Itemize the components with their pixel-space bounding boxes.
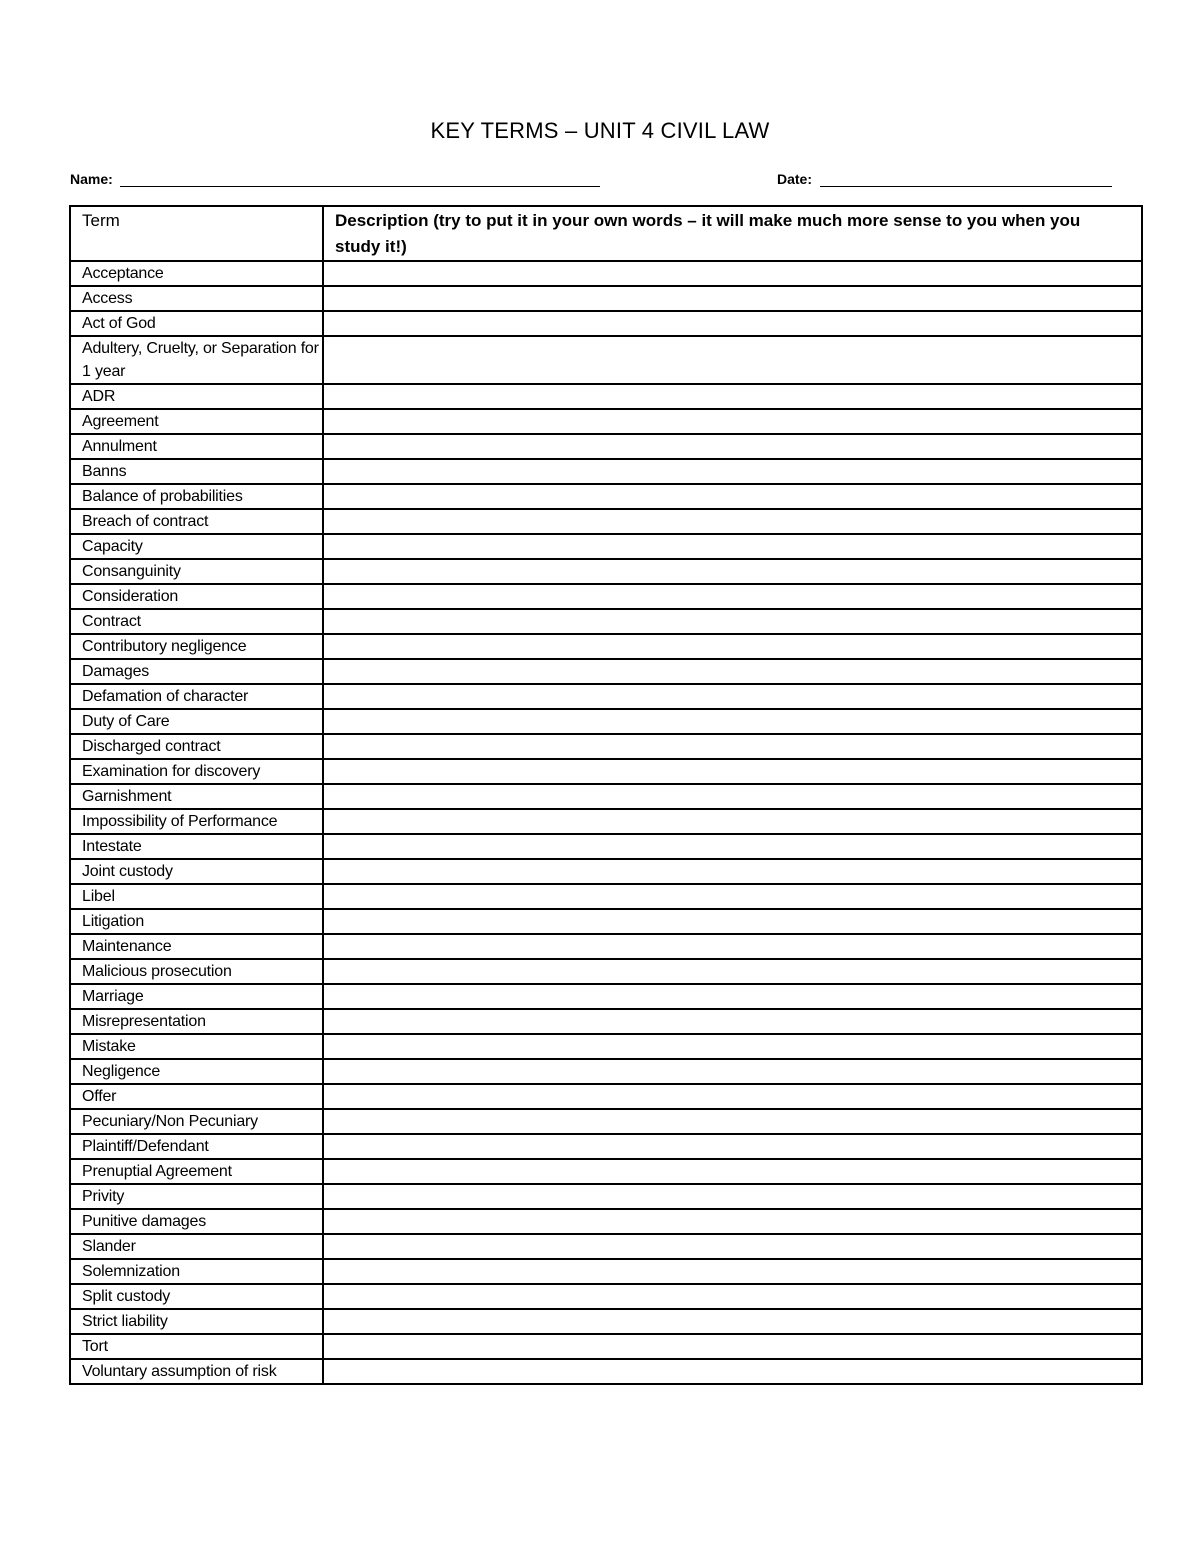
term-cell: Malicious prosecution <box>70 959 323 984</box>
table-row <box>70 1034 1142 1059</box>
table-row <box>70 1359 1142 1384</box>
table-row <box>70 1009 1142 1034</box>
term-cell: Act of God <box>70 311 323 336</box>
page-title: KEY TERMS – UNIT 4 CIVIL LAW <box>430 118 770 143</box>
description-cell[interactable] <box>323 884 1142 909</box>
term-cell: Balance of probabilities <box>70 484 323 509</box>
terms-table-body <box>70 261 1142 1384</box>
term-cell: Joint custody <box>70 859 323 884</box>
term-cell: Voluntary assumption of risk <box>70 1359 323 1384</box>
term-cell: ADR <box>70 384 323 409</box>
description-cell[interactable] <box>323 659 1142 684</box>
table-row <box>70 984 1142 1009</box>
term-cell: Litigation <box>70 909 323 934</box>
term-cell: Solemnization <box>70 1259 323 1284</box>
term-cell: Prenuptial Agreement <box>70 1159 323 1184</box>
table-row <box>70 1184 1142 1209</box>
table-header-row <box>70 206 1142 261</box>
description-cell[interactable] <box>323 459 1142 484</box>
term-cell: Offer <box>70 1084 323 1109</box>
term-cell: Contributory negligence <box>70 634 323 659</box>
table-row <box>70 859 1142 884</box>
term-cell: Acceptance <box>70 261 323 286</box>
term-cell: Privity <box>70 1184 323 1209</box>
description-cell[interactable] <box>323 484 1142 509</box>
table-row <box>70 809 1142 834</box>
term-cell: Libel <box>70 884 323 909</box>
description-cell[interactable] <box>323 634 1142 659</box>
term-cell: Intestate <box>70 834 323 859</box>
description-cell[interactable] <box>323 534 1142 559</box>
table-row <box>70 286 1142 311</box>
table-row <box>70 534 1142 559</box>
term-cell: Marriage <box>70 984 323 1009</box>
description-cell[interactable] <box>323 759 1142 784</box>
description-cell[interactable] <box>323 1109 1142 1134</box>
description-cell[interactable] <box>323 834 1142 859</box>
description-cell[interactable] <box>323 1309 1142 1334</box>
table-row <box>70 884 1142 909</box>
table-row <box>70 609 1142 634</box>
table-row <box>70 261 1142 286</box>
description-cell[interactable] <box>323 959 1142 984</box>
term-cell: Punitive damages <box>70 1209 323 1234</box>
term-cell: Maintenance <box>70 934 323 959</box>
term-cell: Split custody <box>70 1284 323 1309</box>
description-cell[interactable] <box>323 1284 1142 1309</box>
term-cell: Duty of Care <box>70 709 323 734</box>
description-cell[interactable] <box>323 909 1142 934</box>
term-cell: Impossibility of Performance <box>70 809 323 834</box>
description-cell[interactable] <box>323 1034 1142 1059</box>
table-row <box>70 584 1142 609</box>
term-cell: Tort <box>70 1334 323 1359</box>
description-cell[interactable] <box>323 784 1142 809</box>
term-cell: Banns <box>70 459 323 484</box>
term-cell: Slander <box>70 1234 323 1259</box>
description-cell[interactable] <box>323 684 1142 709</box>
term-cell: Defamation of character <box>70 684 323 709</box>
term-cell: Adultery, Cruelty, or Separation for 1 year <box>70 336 323 384</box>
table-row <box>70 934 1142 959</box>
key-terms-table <box>69 205 1143 1385</box>
description-cell[interactable] <box>323 584 1142 609</box>
table-row <box>70 634 1142 659</box>
description-cell[interactable] <box>323 1084 1142 1109</box>
description-cell[interactable] <box>323 384 1142 409</box>
table-row <box>70 336 1142 384</box>
table-row <box>70 734 1142 759</box>
term-cell: Negligence <box>70 1059 323 1084</box>
table-row <box>70 409 1142 434</box>
date-label: Date: <box>777 171 813 187</box>
table-row <box>70 909 1142 934</box>
term-cell: Plaintiff/Defendant <box>70 1134 323 1159</box>
description-cell[interactable] <box>323 984 1142 1009</box>
table-row <box>70 784 1142 809</box>
table-row <box>70 1109 1142 1134</box>
table-row <box>70 659 1142 684</box>
description-cell[interactable] <box>323 709 1142 734</box>
table-row <box>70 1334 1142 1359</box>
term-cell: Capacity <box>70 534 323 559</box>
description-cell[interactable] <box>323 286 1142 311</box>
table-row <box>70 1159 1142 1184</box>
term-column-header: Term <box>70 206 323 261</box>
description-cell[interactable] <box>323 809 1142 834</box>
description-cell[interactable] <box>323 1234 1142 1259</box>
table-row <box>70 684 1142 709</box>
description-cell[interactable] <box>323 1334 1142 1359</box>
table-row <box>70 709 1142 734</box>
description-cell[interactable] <box>323 261 1142 286</box>
term-cell: Access <box>70 286 323 311</box>
description-cell[interactable] <box>323 1059 1142 1084</box>
name-label: Name: <box>70 171 113 187</box>
table-row <box>70 834 1142 859</box>
description-cell[interactable] <box>323 336 1142 384</box>
description-cell[interactable] <box>323 1009 1142 1034</box>
name-date-row <box>70 168 1112 190</box>
name-field[interactable] <box>120 186 600 187</box>
description-column-header: Description (try to put it in your own words – it will make much more sense to you when you study it!) <box>323 206 1142 261</box>
table-row <box>70 1059 1142 1084</box>
table-row <box>70 484 1142 509</box>
table-row <box>70 959 1142 984</box>
table-row <box>70 384 1142 409</box>
term-cell: Consanguinity <box>70 559 323 584</box>
description-cell[interactable] <box>323 311 1142 336</box>
table-row <box>70 759 1142 784</box>
description-cell[interactable] <box>323 409 1142 434</box>
term-cell: Mistake <box>70 1034 323 1059</box>
table-row <box>70 1209 1142 1234</box>
table-row <box>70 1284 1142 1309</box>
term-cell: Examination for discovery <box>70 759 323 784</box>
description-cell[interactable] <box>323 434 1142 459</box>
table-row <box>70 311 1142 336</box>
description-cell[interactable] <box>323 1259 1142 1284</box>
term-cell: Pecuniary/Non Pecuniary <box>70 1109 323 1134</box>
term-cell: Breach of contract <box>70 509 323 534</box>
table-row <box>70 509 1142 534</box>
term-cell: Misrepresentation <box>70 1009 323 1034</box>
term-cell: Garnishment <box>70 784 323 809</box>
description-cell[interactable] <box>323 1159 1142 1184</box>
description-cell[interactable] <box>323 734 1142 759</box>
table-row <box>70 1259 1142 1284</box>
table-row <box>70 1234 1142 1259</box>
term-cell: Discharged contract <box>70 734 323 759</box>
description-cell[interactable] <box>323 609 1142 634</box>
term-cell: Contract <box>70 609 323 634</box>
term-cell: Annulment <box>70 434 323 459</box>
description-cell[interactable] <box>323 1209 1142 1234</box>
table-row <box>70 559 1142 584</box>
description-cell[interactable] <box>323 1184 1142 1209</box>
description-cell[interactable] <box>323 559 1142 584</box>
description-cell[interactable] <box>323 934 1142 959</box>
table-row <box>70 1084 1142 1109</box>
table-row <box>70 459 1142 484</box>
description-cell[interactable] <box>323 509 1142 534</box>
term-cell: Damages <box>70 659 323 684</box>
description-cell[interactable] <box>323 1359 1142 1384</box>
term-cell: Strict liability <box>70 1309 323 1334</box>
table-row <box>70 1309 1142 1334</box>
description-cell[interactable] <box>323 859 1142 884</box>
term-cell: Agreement <box>70 409 323 434</box>
description-cell[interactable] <box>323 1134 1142 1159</box>
term-cell: Consideration <box>70 584 323 609</box>
table-row <box>70 1134 1142 1159</box>
date-field[interactable] <box>820 186 1112 187</box>
table-row <box>70 434 1142 459</box>
